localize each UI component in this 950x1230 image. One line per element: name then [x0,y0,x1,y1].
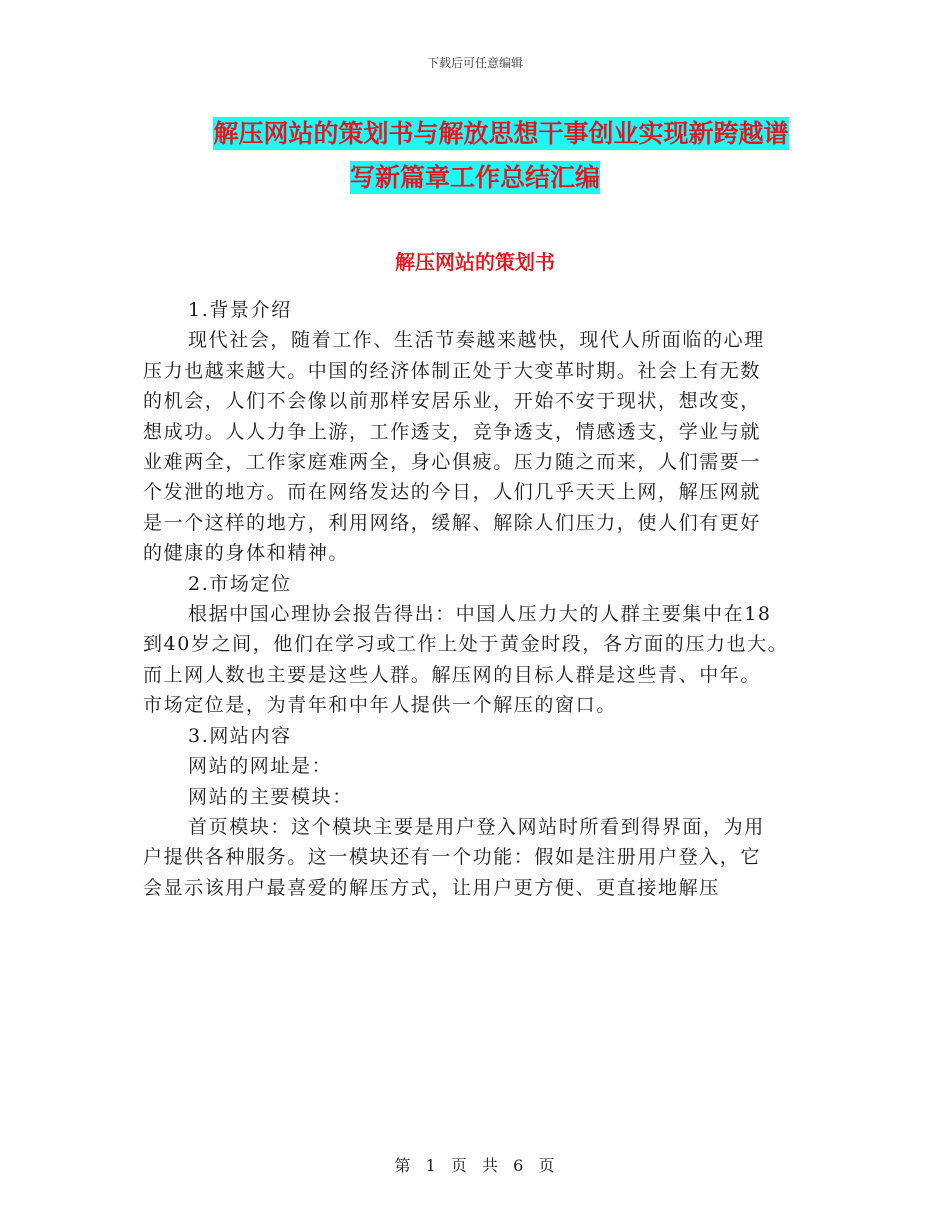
text-line: 是一个这样的地方，利用网络，缓解、解除人们压力，使人们有更好 [143,511,762,534]
title-line-1: 解压网站的策划书与解放思想干事创业实现新跨越谱 [213,119,789,148]
text-line: 的健康的身体和精神。 [143,542,350,565]
header-note: 下载后可任意编辑 [426,56,523,70]
text-line: 个发泄的地方。而在网络发达的今日，人们几乎天天上网，解压网就 [143,481,762,504]
footer-total-pages: 6 [513,1156,525,1175]
text-line: 根据中国心理协会报告得出：中国人压力大的人群主要集中在18 [188,603,772,626]
text-line: 3.网站内容 [188,724,292,747]
body-text [143,295,813,903]
footer-label-unit: 页 [450,1156,468,1175]
document-title [0,112,950,200]
text-line: 网站的网址是： [188,755,333,778]
text-line: 市场定位是，为青年和中年人提供一个解压的窗口。 [143,694,617,717]
footer-label-total: 共 [482,1156,500,1175]
text-line: 会显示该用户最喜爱的解压方式，让用户更方便、更直接地解压 [143,876,720,899]
section-title: 解压网站的策划书 [395,250,555,274]
text-line: 到40岁之间，他们在学习或工作上处于黄金时段，各方面的压力也大。 [143,633,789,656]
text-line: 2.市场定位 [188,572,292,595]
text-line: 1.背景介绍 [188,299,292,321]
footer-current-page: 1 [425,1156,437,1175]
text-line: 现代社会，随着工作、生活节奏越来越快，现代人所面临的心理 [188,329,765,352]
text-line: 想成功。人人力争上游，工作透支，竞争透支，情感透支，学业与就 [143,420,762,443]
text-line: 首页模块：这个模块主要是用户登入网站时所看到得界面，为用 [188,815,765,838]
title-line-2: 写新篇章工作总结汇编 [349,163,600,192]
text-line: 网站的主要模块： [188,785,353,808]
text-line: 的机会，人们不会像以前那样安居乐业，开始不安于现状，想改变， [143,390,762,413]
text-line: 而上网人数也主要是这些人群。解压网的目标人群是这些青、中年。 [143,663,762,686]
footer-label-page: 第 [394,1156,412,1175]
text-line: 压力也越来越大。中国的经济体制正处于大变革时期。社会上有无数 [143,359,762,382]
text-line: 业难两全，工作家庭难两全，身心俱疲。压力随之而来，人们需要一 [143,451,762,474]
footer-label-unit-2: 页 [538,1156,556,1175]
text-line: 户提供各种服务。这一模块还有一个功能：假如是注册用户登入，它 [143,846,762,869]
page-footer [0,1153,950,1176]
